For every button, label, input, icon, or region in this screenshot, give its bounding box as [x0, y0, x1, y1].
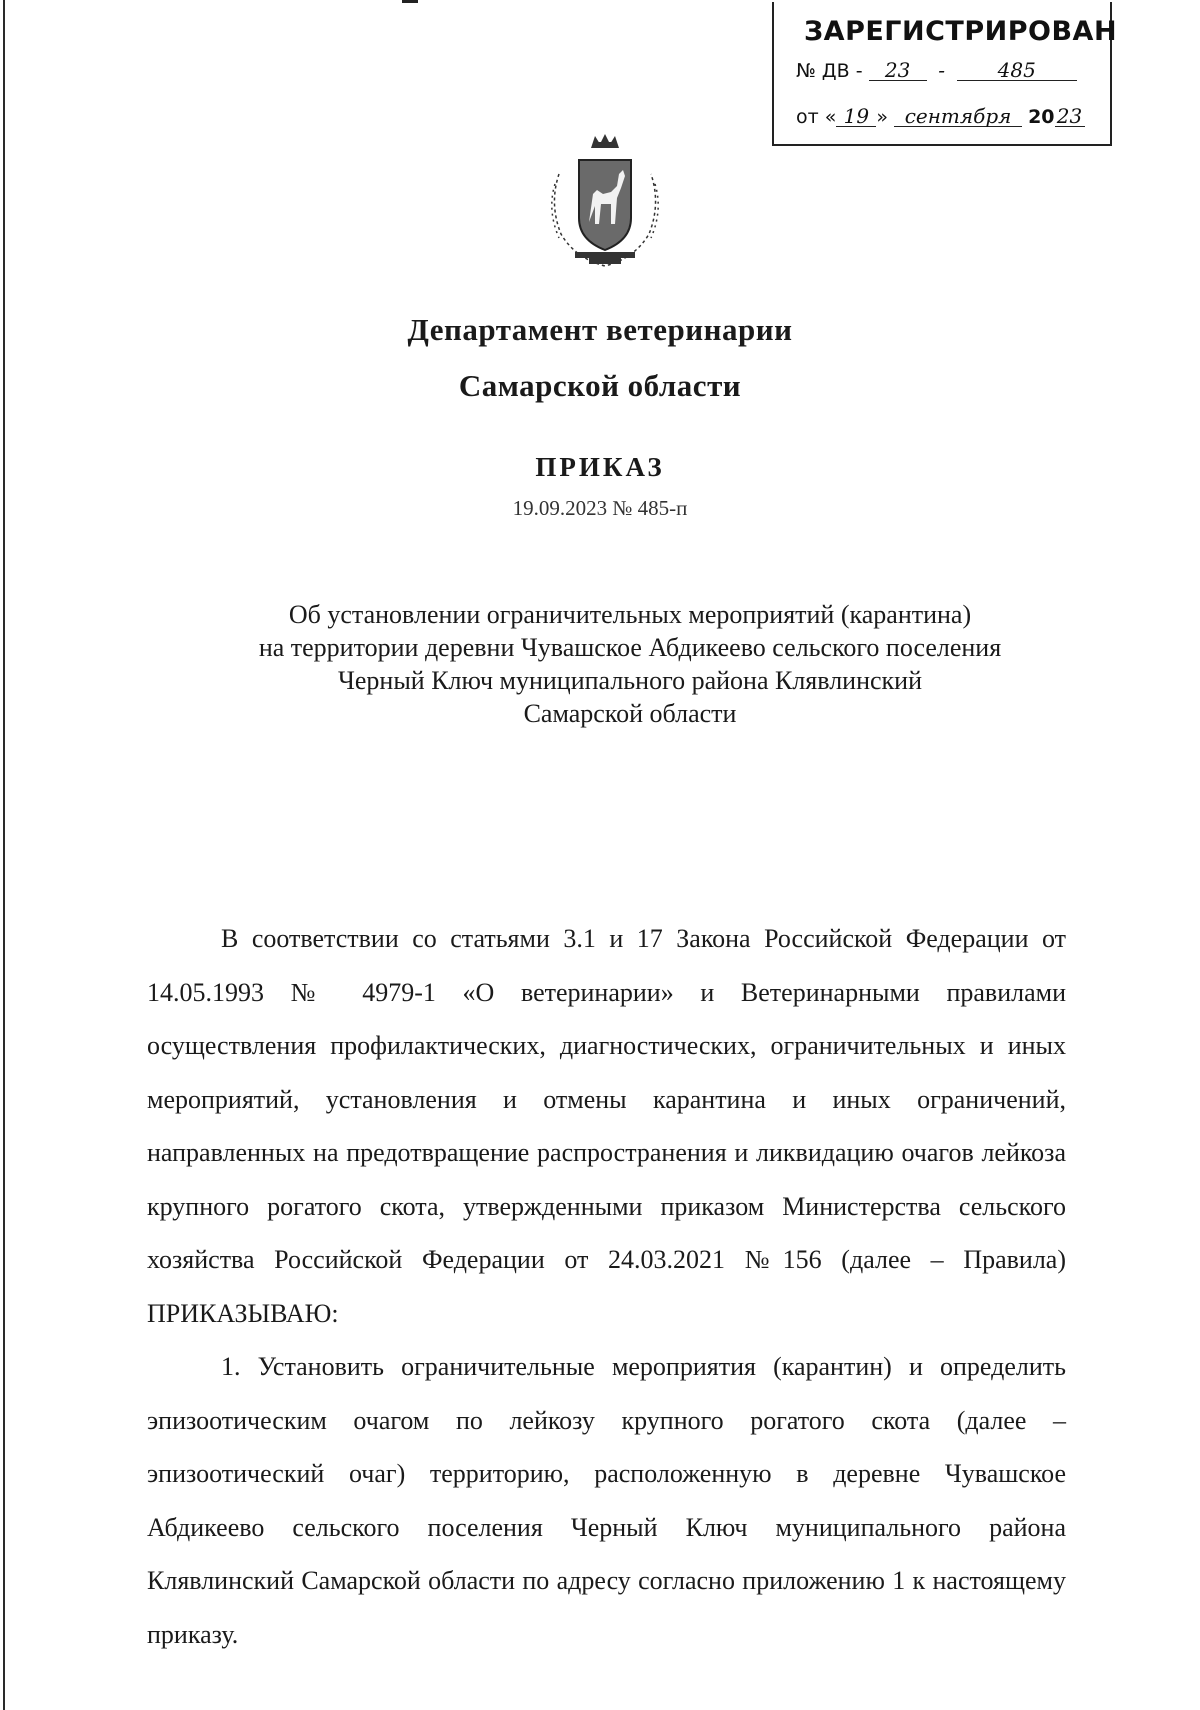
scan-mark [402, 0, 418, 3]
stamp-number-part2: 485 [957, 60, 1077, 81]
scan-edge [3, 0, 5, 1710]
document-type: ПРИКАЗ [535, 452, 665, 482]
order-body [147, 912, 1066, 1661]
registration-stamp [772, 2, 1118, 146]
stamp-date-day: 19 [836, 106, 876, 127]
stamp-number-part1: 23 [869, 60, 927, 81]
department-name-line1: Департамент ветеринарии [407, 312, 793, 347]
stamp-title: ЗАРЕГИСТРИРОВАН [804, 16, 1118, 47]
body-paragraph-preamble: В соответствии со статьями 3.1 и 17 Закона Российской Федерации от 14.05.1993 № 4979-1 «О ветеринарии» и Ветеринарными правилами осуществления профилактических, диагностических, ограничительных и иных мероприятий, установления и отмены карантина и иных ограничений, направленных на предотвращение распространения и ликвидацию очагов лейкоза крупного рогатого скота, утвержденными приказом Министерства сельского хозяйства Российской Федерации от 24.03.2021 №156 (далее – Правила) ПРИКАЗЫВАЮ: [147, 924, 1066, 1328]
stamp-number-dash: - [938, 58, 946, 82]
samara-coat-of-arms-icon [545, 134, 665, 274]
order-subject [150, 598, 1110, 730]
order-date-number: 19.09.2023 № 485-п [512, 496, 688, 520]
subject-line: Черный Ключ муниципального района Клявлинский [337, 666, 923, 695]
body-paragraph-item-1: 1. Установить ограничительные мероприятия (карантин) и определить эпизоотическим очагом по лейкозу крупного рогатого скота (далее – эпизоотический очаг) территорию, расположенную в деревне Чувашское Абдикеево сельского поселения Черный Ключ муниципального района Клявлинский Самарской области по адресу согласно приложению 1 к настоящему приказу. [147, 1352, 1066, 1649]
stamp-date-from: от « [796, 106, 837, 128]
subject-line: на территории деревни Чувашское Абдикеево сельского поселения [258, 633, 1002, 662]
stamp-date-month: сентября [894, 106, 1022, 127]
stamp-date-year-suffix: 23 [1055, 106, 1085, 127]
stamp-date-line [796, 106, 1085, 128]
stamp-number-prefix: № ДВ - [796, 60, 863, 82]
department-name-line2: Самарской области [458, 368, 742, 403]
stamp-date-close: » [876, 106, 888, 128]
subject-line: Об установлении ограничительных мероприятий (карантина) [288, 600, 972, 629]
stamp-date-year-prefix: 20 [1028, 106, 1055, 128]
stamp-number-line [796, 60, 1077, 82]
subject-line: Самарской области [523, 699, 737, 728]
